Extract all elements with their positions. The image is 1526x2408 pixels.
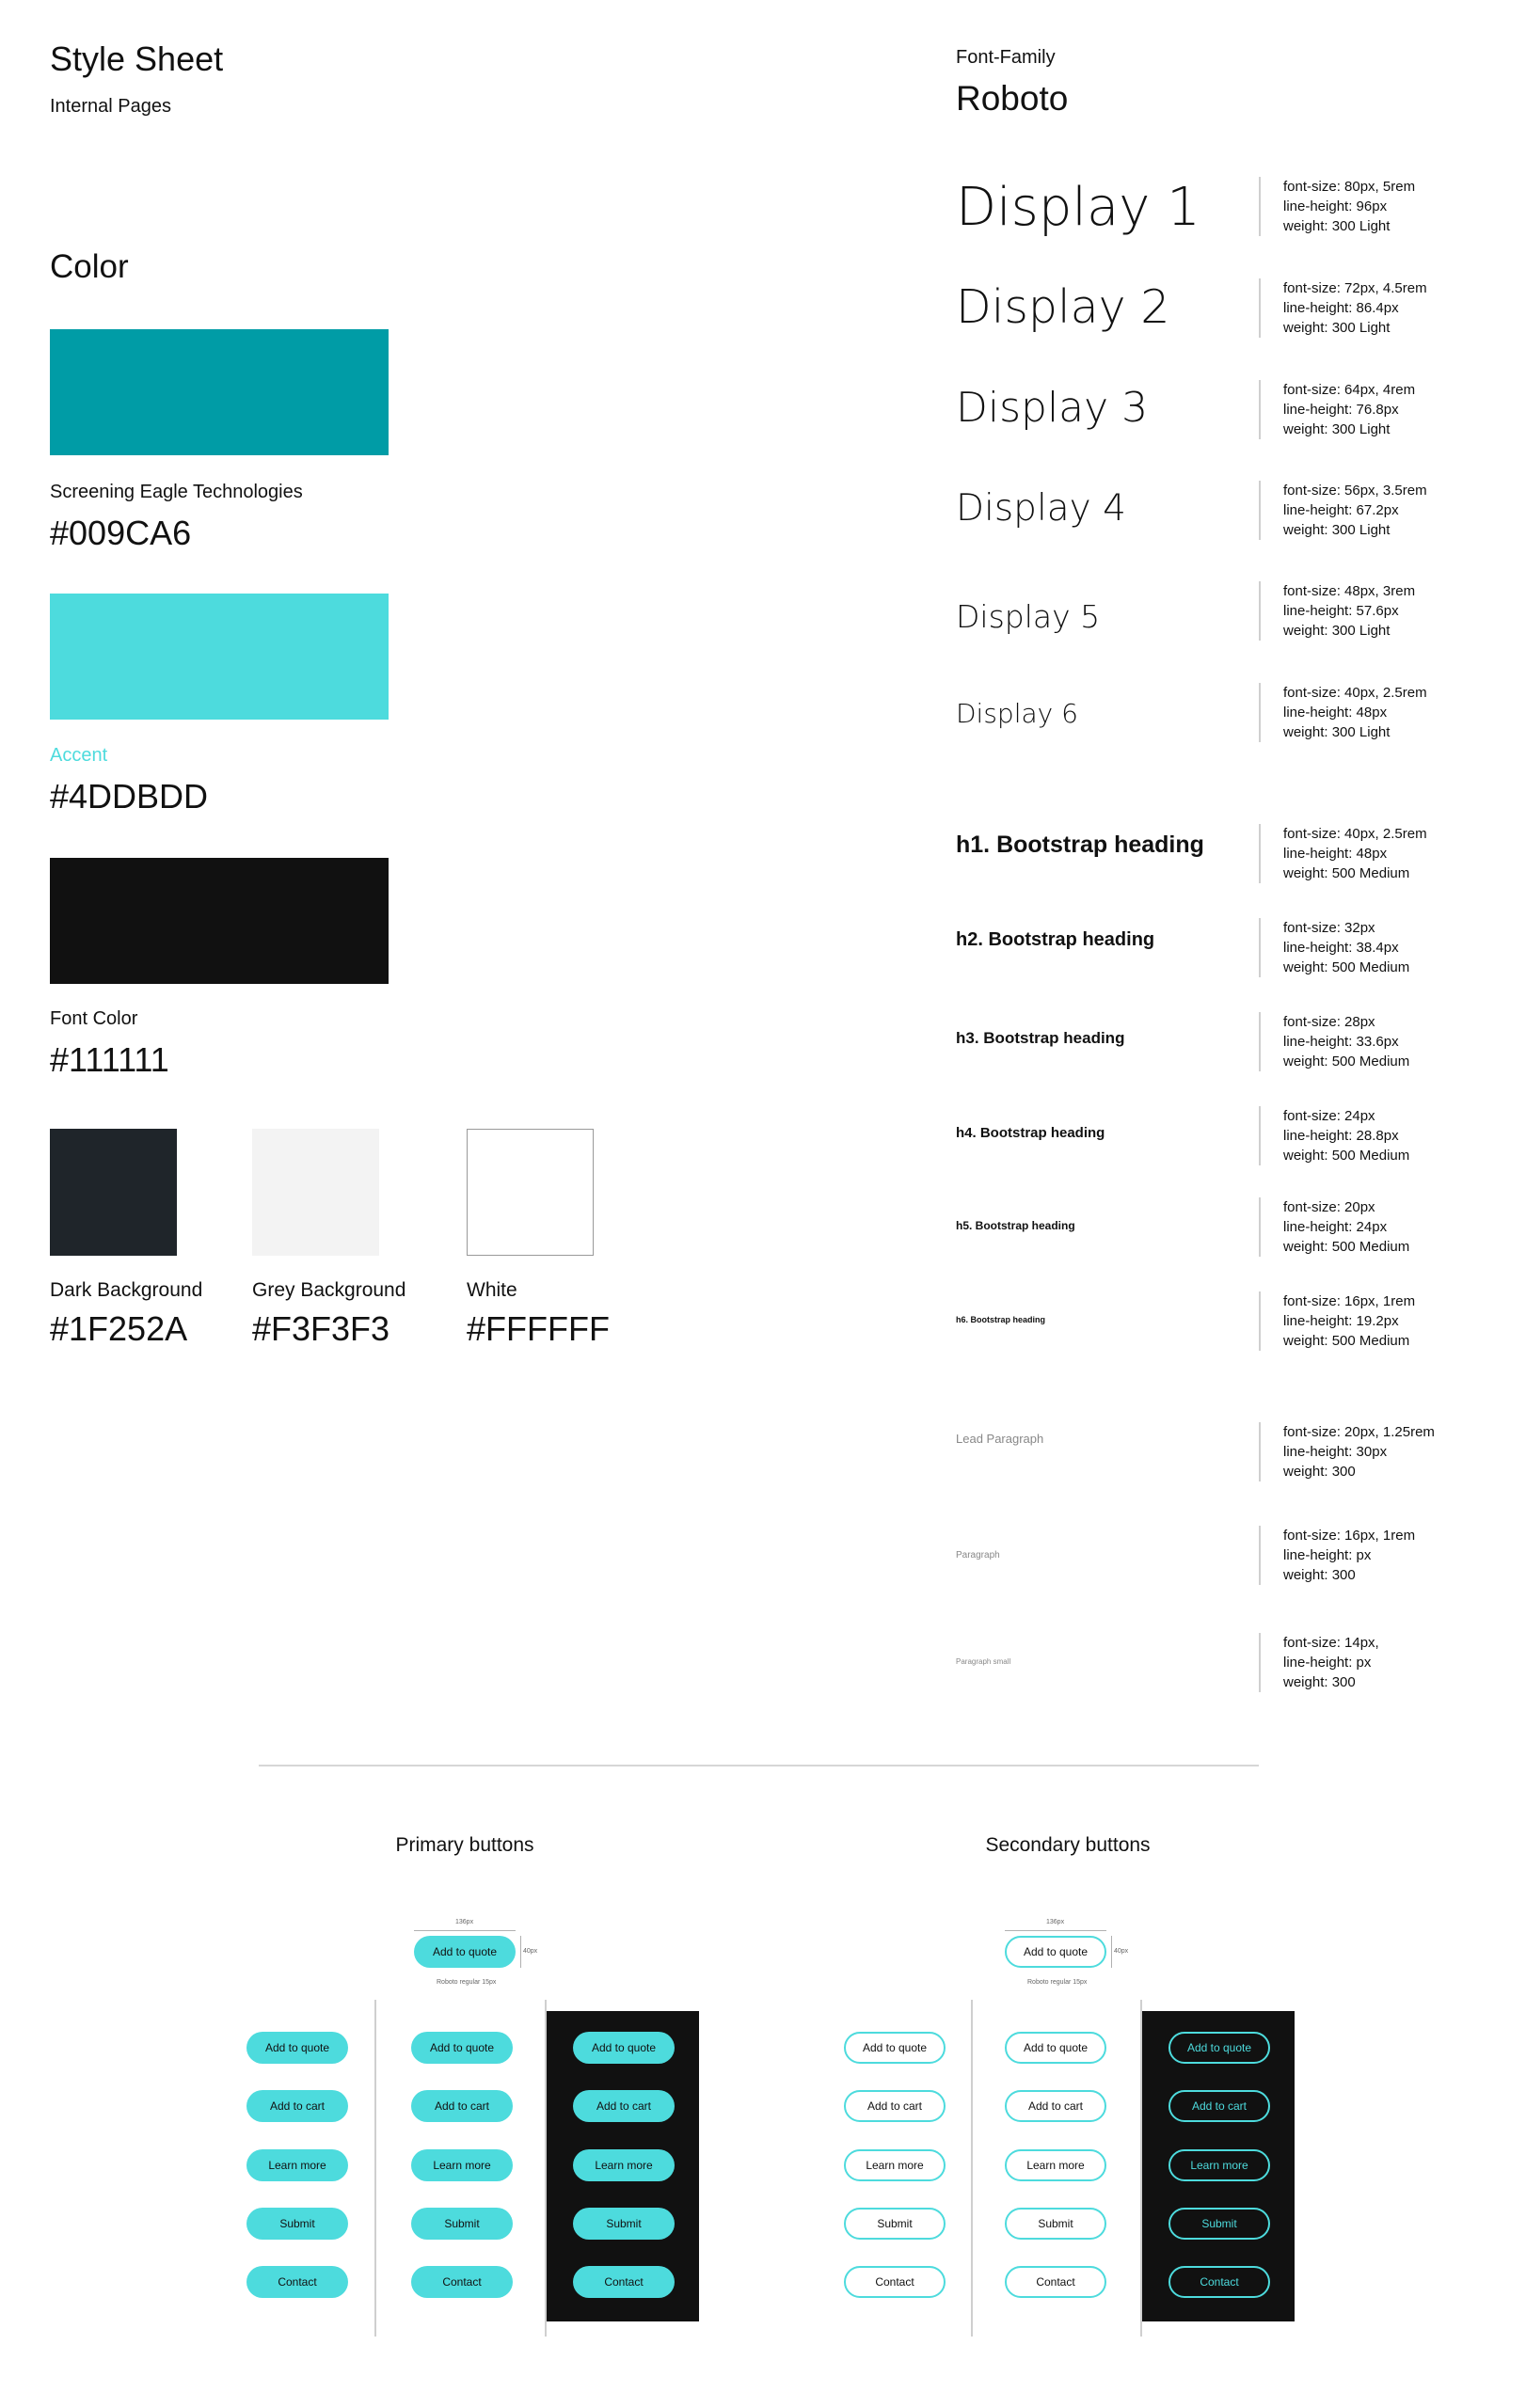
secondary-contact-button[interactable]: Contact [1005,2266,1106,2298]
secondary-add-to-quote-button[interactable]: Add to quote [1005,2032,1106,2064]
primary-add-to-cart-button[interactable]: Add to cart [411,2090,513,2122]
primary-learn-more-button[interactable]: Learn more [246,2149,348,2181]
primary-submit-button[interactable]: Submit [246,2208,348,2240]
width-dimension-line [414,1930,516,1931]
type-sample-display-5: Display 5 [956,598,1101,635]
type-spec-h4: font-size: 24px line-height: 28.8px weight: 500 Medium [1259,1106,1526,1165]
type-spec-h1: font-size: 40px, 2.5rem line-height: 48px weight: 500 Medium [1259,824,1526,883]
primary-buttons-title: Primary buttons [395,1834,534,1856]
accent-color-label: Accent [50,745,108,766]
type-spec-paragraph: font-size: 16px, 1rem line-height: px weight: 300 [1259,1526,1526,1585]
width-dimension-label: 136px [1046,1919,1065,1925]
column-separator [374,2000,376,2337]
primary-contact-button[interactable]: Contact [573,2266,675,2298]
secondary-add-to-quote-button[interactable]: Add to quote [844,2032,946,2064]
brand-color-label: Screening Eagle Technologies [50,482,303,502]
type-sample-h6: h6. Bootstrap heading [956,1315,1046,1324]
accent-color-hex: #4DDBDD [50,777,209,816]
secondary-learn-more-button[interactable]: Learn more [1168,2149,1270,2181]
width-dimension-line [1005,1930,1106,1931]
white-swatch [467,1129,594,1256]
type-sample-h3: h3. Bootstrap heading [956,1029,1125,1047]
type-sample-lead-paragraph: Lead Paragraph [956,1432,1044,1446]
type-sample-h4: h4. Bootstrap heading [956,1125,1105,1141]
primary-learn-more-button[interactable]: Learn more [573,2149,675,2181]
secondary-buttons-title: Secondary buttons [985,1834,1151,1856]
type-spec-h2: font-size: 32px line-height: 38.4px weight: 500 Medium [1259,918,1526,977]
primary-add-to-cart-button[interactable]: Add to cart [573,2090,675,2122]
type-sample-paragraph: Paragraph [956,1550,1000,1560]
white-label: White [467,1279,517,1301]
type-spec-paragraph-small: font-size: 14px, line-height: px weight: 300 [1259,1633,1526,1692]
type-sample-paragraph-small: Paragraph small [956,1657,1011,1666]
width-dimension-label: 136px [455,1919,474,1925]
accent-color-swatch [50,594,389,720]
font-color-hex: #111111 [50,1040,169,1079]
height-dimension-label: 40px [523,1948,538,1955]
primary-add-to-quote-button[interactable]: Add to quote [411,2032,513,2064]
type-sample-h5: h5. Bootstrap heading [956,1219,1075,1232]
font-family-label: Font-Family [956,47,1056,68]
height-dimension-line [520,1936,521,1968]
grey-background-hex: #F3F3F3 [252,1309,390,1348]
primary-add-to-cart-button[interactable]: Add to cart [246,2090,348,2122]
secondary-add-to-cart-button[interactable]: Add to cart [1005,2090,1106,2122]
secondary-contact-button[interactable]: Contact [1168,2266,1270,2298]
font-family-name: Roboto [956,79,1069,118]
brand-color-hex: #009CA6 [50,514,192,552]
secondary-learn-more-button[interactable]: Learn more [844,2149,946,2181]
grey-background-label: Grey Background [252,1279,406,1301]
font-color-swatch [50,858,389,984]
height-dimension-line [1111,1936,1112,1968]
type-sample-display-2: Display 2 [956,280,1170,334]
secondary-submit-button[interactable]: Submit [844,2208,946,2240]
secondary-add-to-quote-button[interactable]: Add to quote [1168,2032,1270,2064]
secondary-add-to-cart-button[interactable]: Add to cart [844,2090,946,2122]
primary-add-to-quote-button[interactable]: Add to quote [246,2032,348,2064]
secondary-submit-button[interactable]: Submit [1005,2208,1106,2240]
type-spec-h5: font-size: 20px line-height: 24px weight: 500 Medium [1259,1197,1526,1257]
type-spec-display-2: font-size: 72px, 4.5rem line-height: 86.4px weight: 300 Light [1259,278,1526,338]
secondary-add-to-cart-button[interactable]: Add to cart [1168,2090,1270,2122]
type-sample-h2: h2. Bootstrap heading [956,929,1155,950]
primary-submit-button[interactable]: Submit [411,2208,513,2240]
grey-background-swatch [252,1129,379,1256]
type-spec-display-1: font-size: 80px, 5rem line-height: 96px weight: 300 Light [1259,177,1526,236]
type-sample-display-3: Display 3 [956,384,1149,432]
column-separator [971,2000,973,2337]
section-divider [259,1765,1259,1766]
type-spec-display-4: font-size: 56px, 3.5rem line-height: 67.2px weight: 300 Light [1259,481,1526,540]
height-dimension-label: 40px [1114,1948,1129,1955]
primary-spec-button[interactable]: Add to quote [414,1936,516,1968]
type-sample-display-6: Display 6 [956,698,1078,729]
type-sample-h1: h1. Bootstrap heading [956,832,1204,858]
type-spec-display-6: font-size: 40px, 2.5rem line-height: 48px weight: 300 Light [1259,683,1526,742]
primary-contact-button[interactable]: Contact [246,2266,348,2298]
type-spec-display-3: font-size: 64px, 4rem line-height: 76.8px weight: 300 Light [1259,380,1526,439]
dark-background-hex: #1F252A [50,1309,188,1348]
primary-contact-button[interactable]: Contact [411,2266,513,2298]
white-hex: #FFFFFF [467,1309,610,1348]
secondary-learn-more-button[interactable]: Learn more [1005,2149,1106,2181]
font-spec-label: Roboto regular 15px [437,1979,497,1986]
type-sample-display-4: Display 4 [956,487,1126,530]
page-subtitle: Internal Pages [50,96,171,117]
primary-learn-more-button[interactable]: Learn more [411,2149,513,2181]
primary-add-to-quote-button[interactable]: Add to quote [573,2032,675,2064]
secondary-submit-button[interactable]: Submit [1168,2208,1270,2240]
brand-color-swatch [50,329,389,455]
type-spec-display-5: font-size: 48px, 3rem line-height: 57.6px weight: 300 Light [1259,581,1526,641]
font-color-label: Font Color [50,1008,138,1029]
type-spec-lead-paragraph: font-size: 20px, 1.25rem line-height: 30px weight: 300 [1259,1422,1526,1481]
font-spec-label: Roboto regular 15px [1027,1979,1088,1986]
primary-submit-button[interactable]: Submit [573,2208,675,2240]
type-sample-display-1: Display 1 [956,177,1200,238]
page-title: Style Sheet [50,40,224,78]
type-spec-h6: font-size: 16px, 1rem line-height: 19.2px weight: 500 Medium [1259,1291,1526,1351]
dark-background-label: Dark Background [50,1279,203,1301]
color-heading: Color [50,248,129,285]
secondary-spec-button[interactable]: Add to quote [1005,1936,1106,1968]
secondary-contact-button[interactable]: Contact [844,2266,946,2298]
type-spec-h3: font-size: 28px line-height: 33.6px weight: 500 Medium [1259,1012,1526,1071]
dark-background-swatch [50,1129,177,1256]
